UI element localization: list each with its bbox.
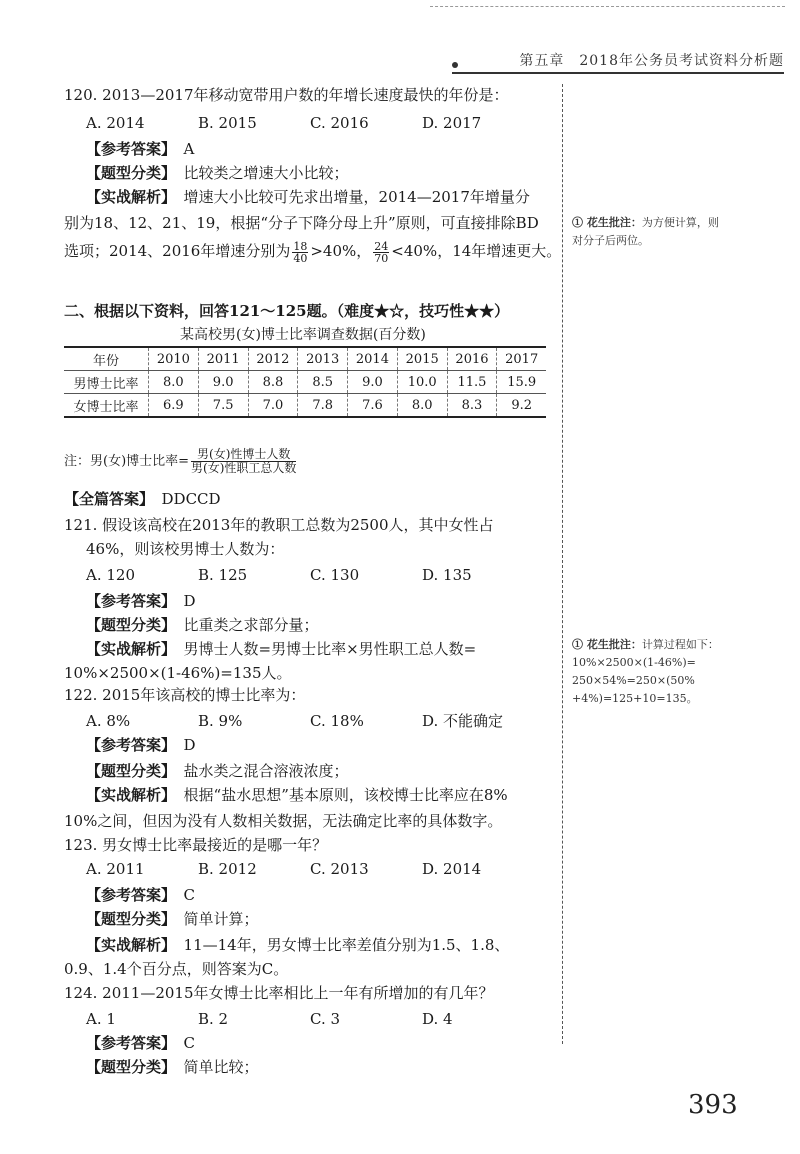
q121-type: 【题型分类】 比重类之求部分量； [86, 616, 319, 634]
q122-type: 【题型分类】 盐水类之混合溶液浓度； [86, 762, 349, 780]
q121-options [86, 564, 534, 586]
q121-option-c: C. 130 [310, 566, 360, 584]
header-title: 第五章 2018年公务员考试资料分析题 [519, 53, 784, 69]
q123-option-c: C. 2013 [310, 860, 369, 878]
q120-option-c: C. 2016 [310, 114, 369, 132]
q122-options [86, 710, 534, 732]
q123-analysis-line2: 0.9、1.4个百分点，则答案为C。 [64, 960, 289, 978]
q120-analysis: 【实战解析】 增速大小比较可先求出增量，2014—2017年增量分 [86, 188, 530, 206]
q124-answer: 【参考答案】 C [86, 1034, 196, 1052]
q120-answer: 【参考答案】 A [86, 140, 195, 158]
all-answers: 【全篇答案】 DDCCD [64, 490, 221, 508]
q122-stem: 122. 2015年该高校的博士比率为： [64, 686, 306, 704]
q124-option-a: A. 1 [86, 1010, 116, 1028]
q124-options [86, 1008, 534, 1030]
top-border-line [430, 6, 785, 7]
margin-note-2: ① 花生批注：计算过程如下： 10%×2500×(1-46%)= 250×54%=250×(50% +4%)=125+10=135。 [572, 638, 719, 705]
page-header [452, 50, 784, 74]
table-row: 男博士比率 8.0 9.0 8.8 8.5 9.0 10.0 11.5 15.9 [64, 371, 546, 394]
table-title: 某高校男(女)博士比率调查数据(百分数) [180, 327, 426, 343]
q122-analysis-line2: 10%之间，但因为没有人数相关数据，无法确定比率的具体数字。 [64, 812, 503, 830]
q124-option-d: D. 4 [422, 1010, 453, 1028]
q120-options [86, 112, 534, 134]
q122-option-d: D. 不能确定 [422, 712, 504, 730]
fraction-24-70: $\frac{24}{70}$ [374, 239, 389, 265]
table-note: 注：男(女)博士比率= $\frac{\text{男(女)性博士人数}}{\text{男(女)性职工总人数}}$ [64, 447, 297, 475]
section-title: 二、根据以下资料，回答121～125题。（难度★☆，技巧性★★） [64, 302, 510, 320]
q120-stem: 120. 2013—2017年移动宽带用户数的年增长速度最快的年份是： [64, 86, 509, 104]
table-row: 女博士比率 6.9 7.5 7.0 7.8 7.6 8.0 8.3 9.2 [64, 394, 546, 418]
header-bullet-icon [452, 62, 458, 68]
q120-option-d: D. 2017 [422, 114, 482, 132]
q121-stem-line2: 46%，则该校男博士人数为： [86, 540, 285, 558]
q122-option-b: B. 9% [198, 712, 243, 730]
q123-stem: 123. 男女博士比率最接近的是哪一年？ [64, 836, 328, 854]
note-fraction: $\frac{\text{男(女)性博士人数}}{\text{男(女)性职工总人数}}$ [191, 447, 297, 475]
q121-answer: 【参考答案】 D [86, 592, 196, 610]
q121-analysis: 【实战解析】 男博士人数=男博士比率×男性职工总人数= [86, 640, 477, 658]
ratio-data-table [64, 346, 546, 418]
q124-stem: 124. 2011—2015年女博士比率相比上一年有所增加的有几年？ [64, 984, 494, 1002]
q123-options [86, 858, 534, 880]
q123-type: 【题型分类】 简单计算； [86, 910, 259, 928]
q120-option-a: A. 2014 [86, 114, 145, 132]
q120-type: 【题型分类】 比较类之增速大小比较； [86, 164, 349, 182]
q120-analysis-line3: 选项；2014、2016年增速分别为 $\frac{18}{40}$ >40%， $\frac{24}{70}$ <40%，14年增速更大。 [64, 239, 562, 265]
q121-analysis-line2: 10%×2500×(1-46%)=135人。 [64, 664, 292, 682]
q122-analysis: 【实战解析】 根据“盐水思想”基本原则，该校博士比率应在8% [86, 786, 508, 804]
q123-answer: 【参考答案】 C [86, 886, 196, 904]
q123-option-b: B. 2012 [198, 860, 257, 878]
q121-stem: 121. 假设该高校在2013年的教职工总数为2500人，其中女性占 [64, 516, 494, 534]
margin-divider [562, 84, 563, 1044]
q122-option-c: C. 18% [310, 712, 364, 730]
q120-analysis-line2: 别为18、12、21、19，根据“分子下降分母上升”原则，可直接排除BD [64, 214, 539, 232]
q121-option-d: D. 135 [422, 566, 472, 584]
q123-option-a: A. 2011 [86, 860, 145, 878]
q124-option-c: C. 3 [310, 1010, 341, 1028]
table-header-row: 年份 2010 2011 2012 2013 2014 2015 2016 2017 [64, 347, 546, 371]
q122-option-a: A. 8% [86, 712, 131, 730]
q124-option-b: B. 2 [198, 1010, 229, 1028]
page-number: 393 [688, 1090, 738, 1120]
q120-option-b: B. 2015 [198, 114, 257, 132]
q123-analysis: 【实战解析】 11—14年，男女博士比率差值分别为1.5、1.8、 [86, 936, 510, 954]
margin-note-1: ① 花生批注：为方便计算，则 对分子后两位。 [572, 216, 719, 247]
q124-type: 【题型分类】 简单比较； [86, 1058, 259, 1076]
fraction-18-40: $\frac{18}{40}$ [293, 239, 308, 265]
q121-option-b: B. 125 [198, 566, 248, 584]
q121-option-a: A. 120 [86, 566, 135, 584]
q122-answer: 【参考答案】 D [86, 736, 196, 754]
q123-option-d: D. 2014 [422, 860, 482, 878]
